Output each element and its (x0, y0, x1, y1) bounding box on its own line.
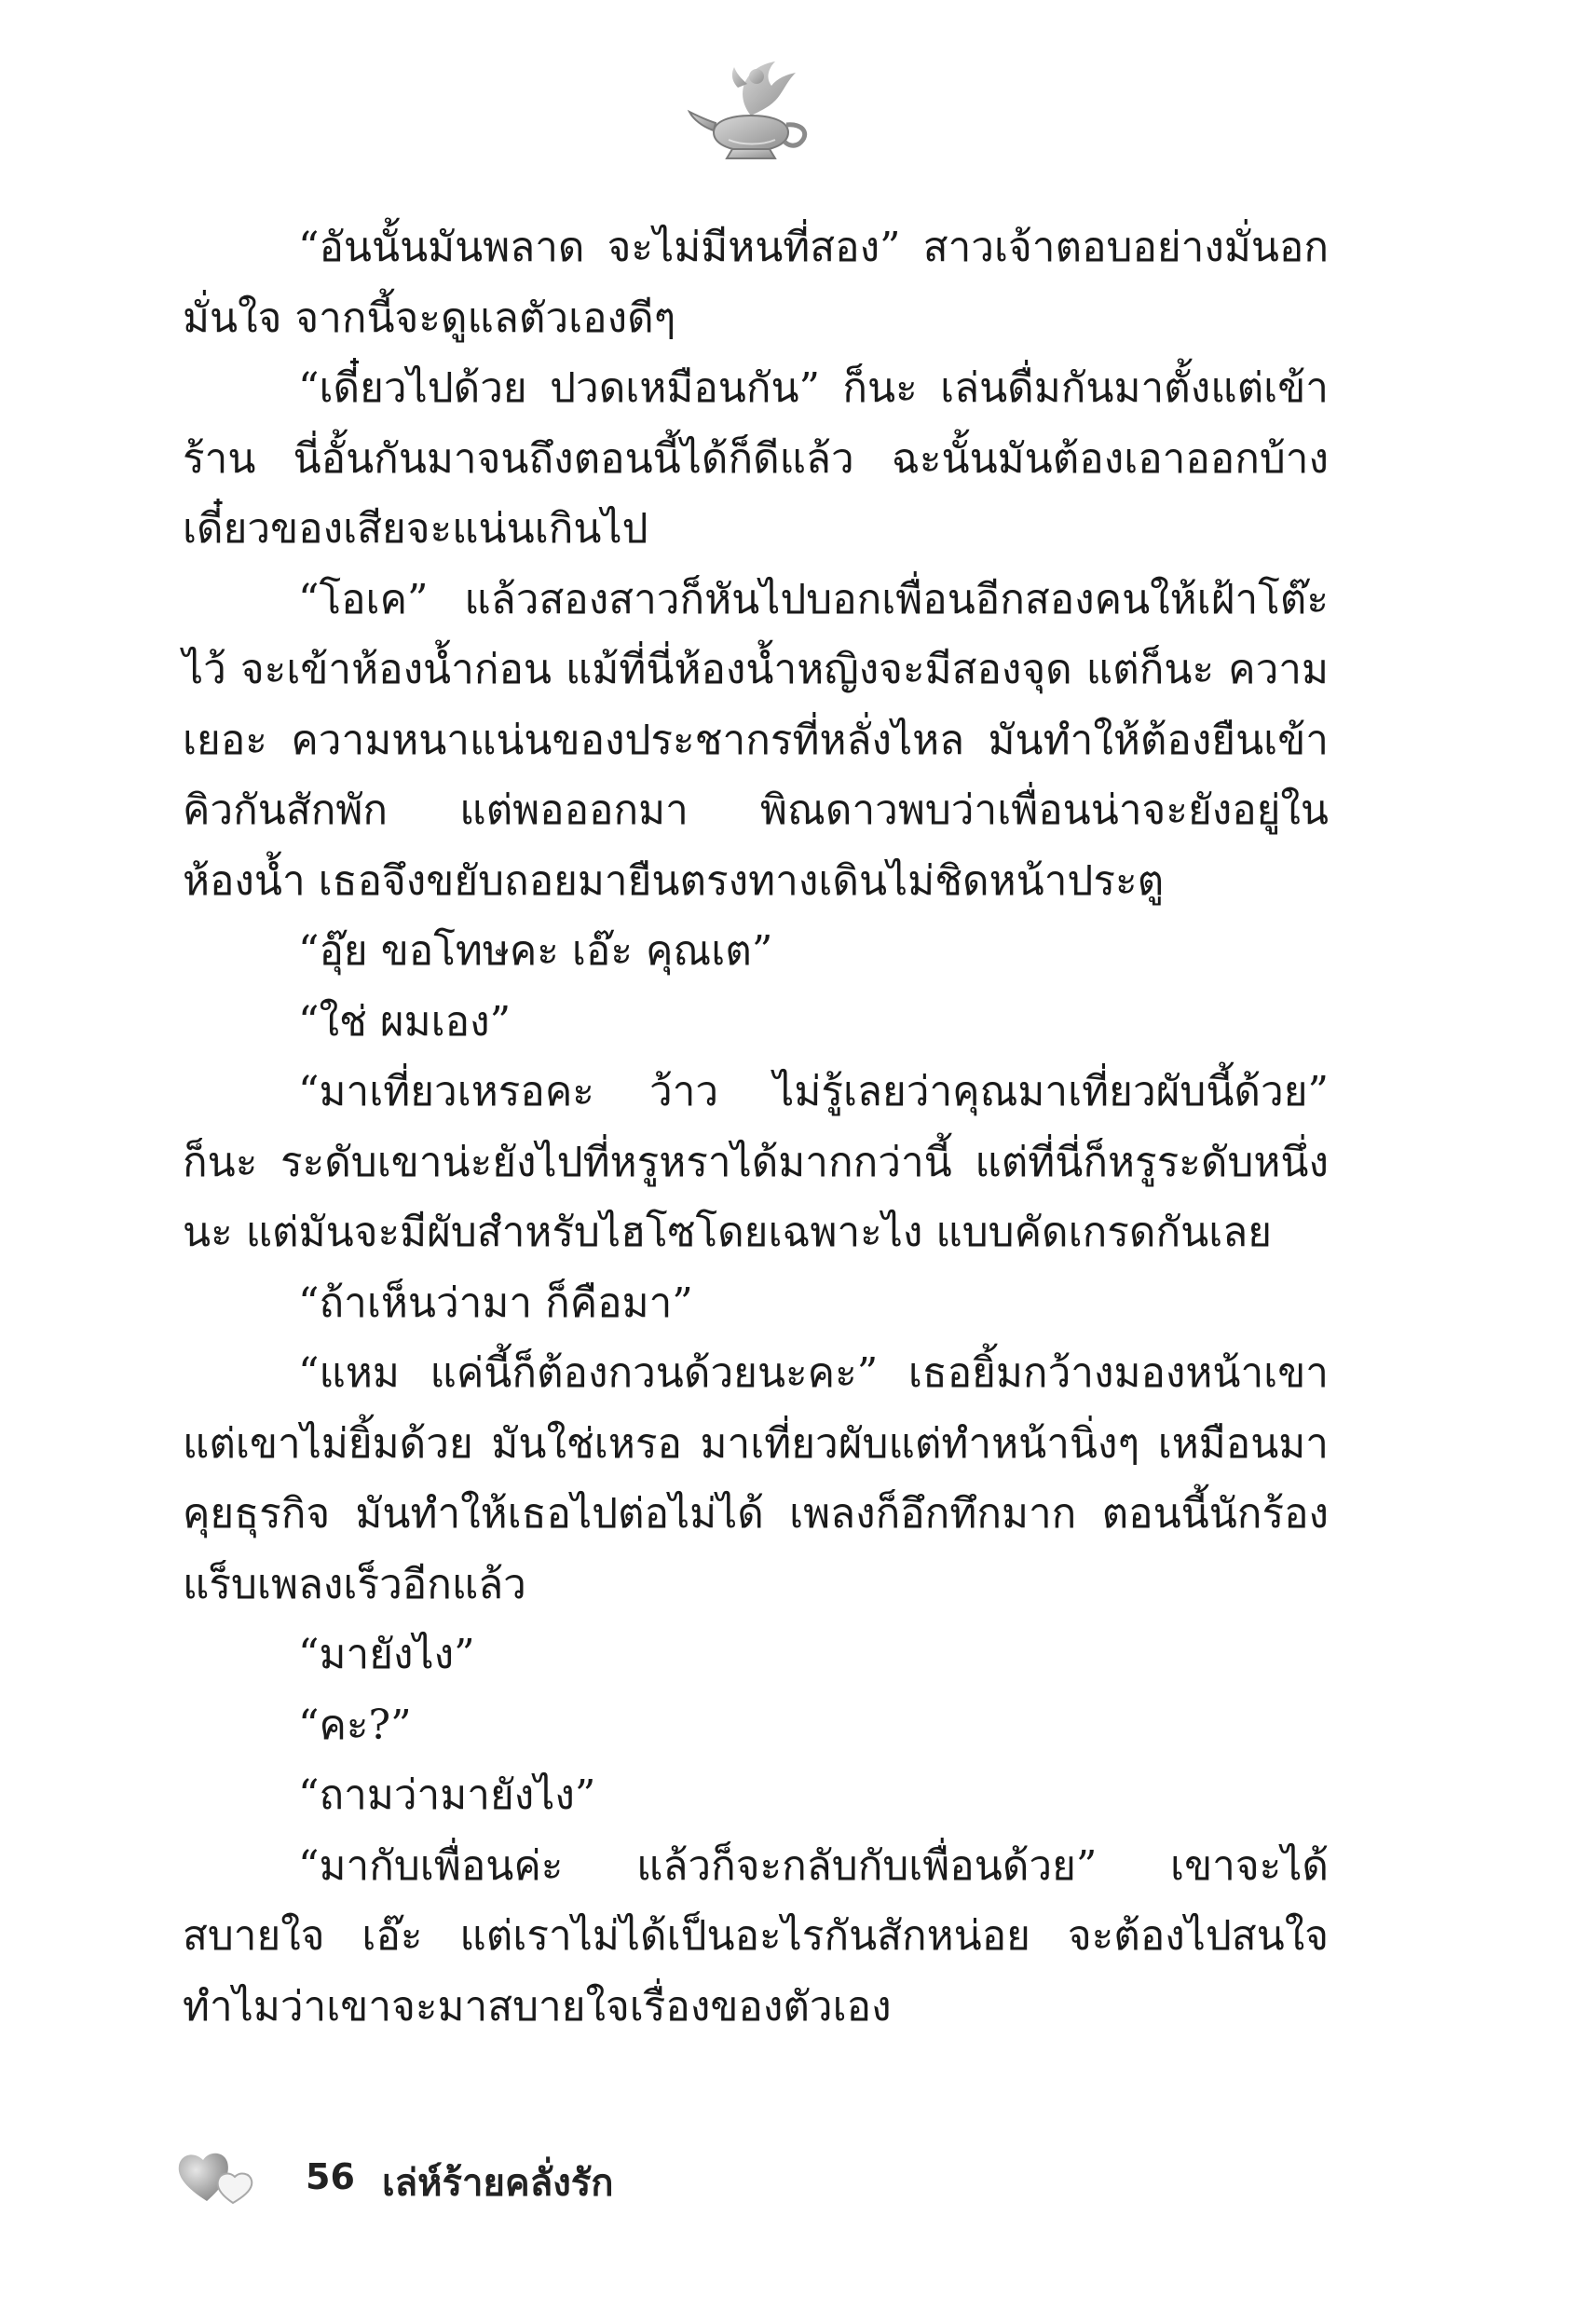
teapot-genie-icon (686, 50, 816, 171)
hearts-icon (175, 2143, 259, 2208)
book-title: เล่ห์ร้ายคลั่งรัก (382, 2162, 614, 2205)
paragraph: “อันนั้นมันพลาด จะไม่มีหนที่สอง” สาวเจ้าตอบอย่างมั่นอกมั่นใจ จากนี้จะดูแลตัวเองดีๆ (183, 224, 1329, 342)
page-footer (175, 2143, 827, 2218)
paragraph: “ใช่ ผมเอง” (298, 997, 512, 1046)
paragraph: “อุ๊ย ขอโทษคะ เอ๊ะ คุณเต” (298, 927, 773, 975)
paragraph: “มากับเพื่อนค่ะ แล้วก็จะกลับกับเพื่อนด้วย” เขาจะได้สบายใจ เอ๊ะ แต่เราไม่ได้เป็นอะไรกันสักหน่อย จะต้องไปสนใจทำไมว่าเขาจะมาสบายใจเรื่องของตัวเอง (183, 1841, 1329, 2031)
paragraph: “โอเค” แล้วสองสาวก็หันไปบอกเพื่อนอีกสองคนให้เฝ้าโต๊ะไว้ จะเข้าห้องน้ำก่อน แม้ที่นี่ห้องน้ำหญิงจะมีสองจุด แต่ก็นะ ความเยอะ ความหนาแน่นของประชากรที่หลั่งไหล มันทำให้ต้องยืนเข้าคิวกันสักพัก แต่พอออกมา พิณดาวพบว่าเพื่อนน่าจะยังอยู่ในห้องน้ำ เธอจึงขยับถอยมายืนตรงทางเดินไม่ชิดหน้าประตู (183, 575, 1329, 905)
paragraph: “ถามว่ามายังไง” (298, 1771, 596, 1819)
paragraph: “มาเที่ยวเหรอคะ ว้าว ไม่รู้เลยว่าคุณมาเที่ยวผับนี้ด้วย” ก็นะ ระดับเขาน่ะยังไปที่หรูหราได้มากกว่านี้ แต่ที่นี่ก็หรูระดับหนึ่งนะ แต่มันจะมีผับสำหรับไฮโซโดยเฉพาะไง แบบคัดเกรดกันเลย (183, 1068, 1329, 1256)
paragraph: “แหม แค่นี้ก็ต้องกวนด้วยนะคะ” เธอยิ้มกว้างมองหน้าเขา แต่เขาไม่ยิ้มด้วย มันใช่เหรอ มาเที่ยวผับแต่ทำหน้านิ่งๆ เหมือนมาคุยธุรกิจ มันทำให้เธอไปต่อไม่ได้ เพลงก็อึกทึกมาก ตอนนี้นักร้องแร็บเพลงเร็วอีกแล้ว (183, 1349, 1329, 1608)
paragraph: “ถ้าเห็นว่ามา ก็คือมา” (298, 1279, 693, 1327)
paragraph: “คะ?” (298, 1701, 412, 1749)
paragraph: “เดี๋ยวไปด้วย ปวดเหมือนกัน” ก็นะ เล่นดื่มกันมาตั้งแต่เข้าร้าน นี่อั้นกันมาจนถึงตอนนี้ได้ก็ดีแล้ว ฉะนั้นมันต้องเอาออกบ้าง เดี๋ยวของเสียจะแน่นเกินไป (183, 364, 1329, 553)
page-number: 56 (306, 2156, 355, 2197)
body-text (183, 212, 1329, 2042)
paragraph: “มายังไง” (298, 1631, 475, 1678)
